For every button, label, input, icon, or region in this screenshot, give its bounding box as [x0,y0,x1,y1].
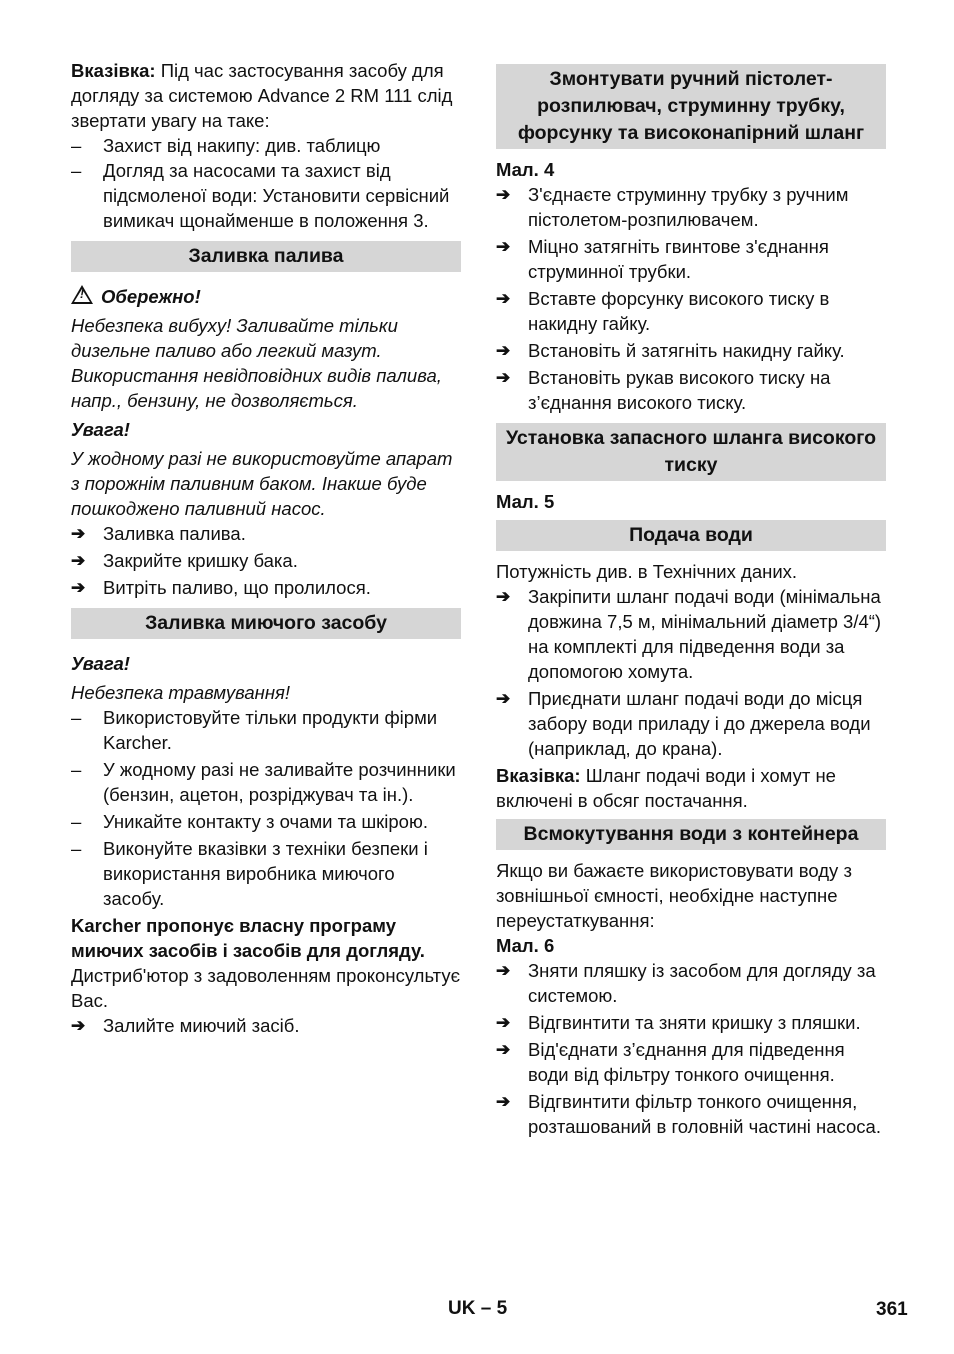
caution-label-line: !Обережно! [71,284,461,309]
left-column [71,58,461,1038]
note-paragraph [71,58,461,133]
right-column [496,64,886,1139]
step-item: ➔ Встановіть й затягніть накидну гайку. [496,340,845,361]
fuel-heading: Заливка палива [71,241,461,272]
step-item: ➔ Закрийте кришку бака. [71,550,298,571]
step-item: ➔ Закріпити шланг подачі води (мінімальна довжина 7,5 м, мінімальний діаметр 3/4“) на комплекті для підведення води за допомогою хомута. [496,586,882,682]
step-item: ➔ Від'єднати з’єднання для підведення води від фільтру тонкого очищення. [496,1039,845,1085]
step-item: ➔ Відгвинтити та зняти кришку з пляшки. [496,1012,861,1033]
section-marker: UK – 5 [448,1298,508,1319]
attention-label: Увага! [71,653,130,674]
warning-icon [71,285,93,304]
step-item: ➔ Приєднати шланг подачі води до місця забору води приладу і до джерела води (наприклад, до крана). [496,688,871,759]
power-text: Потужність див. в Технічних даних. [496,561,798,582]
step-item: ➔ Зняти пляшку із засобом для догляду за системою. [496,960,876,1006]
attention-label: Увага! [71,419,130,440]
step-item: ➔ Встановіть рукав високого тиску на з’єднання високого тиску. [496,367,831,413]
suction-intro: Якщо ви бажаєте використовувати воду з зовнішньої ємності, необхідне наступне переустаткування: [496,860,852,931]
attention-text: У жодному разі не використовуйте апарат з порожнім паливним баком. Інакше буде пошкоджено паливний насос. [71,448,453,519]
note2-paragraph: Вказівка: Шланг подачі води і хомут не включені в обсяг постачання. [496,765,836,811]
list-item: – Виконуйте вказівки з техніки безпеки і використання виробника миючого засобу. [71,838,428,909]
suction-heading: Всмокутування води з контейнера [496,819,886,850]
step-item: ➔ Вставте форсунку високого тиску в накидну гайку. [496,288,830,334]
figure-ref-6: Мал. 6 [496,935,555,956]
karcher-offer: Karcher пропонує власну програму миючих засобів і засобів для догляду. [71,915,425,961]
detergent-heading: Заливка миючого засобу [71,608,461,639]
note-text: Під час застосування засобу для догляду за системою Advance 2 RM 111 слід звертати увагу на таке: [71,60,453,131]
list-item: – Догляд за насосами та захист від підсмоленої води: Установити сервісний вимикач щонайменше в положення 3. [71,160,450,231]
list-item: – Уникайте контакту з очами та шкірою. [71,811,428,832]
distributor-text: Дистриб'ютор з задоволенням проконсультує Вас. [71,965,461,1011]
list-item: – Захист від накипу: див. таблицю [71,135,381,156]
step-item: ➔ Заливка палива. [71,523,246,544]
step-item: ➔ Відгвинтити фільтр тонкого очищення, розташований в головній частині насоса. [496,1091,881,1137]
figure-ref-5: Мал. 5 [496,491,555,512]
list-item: – У жодному разі не заливайте розчинники (бензин, ацетон, розріджувач та ін.). [71,759,456,805]
step-item: ➔ Залийте миючий засіб. [71,1015,300,1036]
figure-ref-4: Мал. 4 [496,159,555,180]
page-number: 361 [876,1299,908,1320]
spare-hose-heading: Установка запасного шланга високого тиску [496,423,886,481]
list-item: – Використовуйте тільки продукти фірми Karcher. [71,707,438,753]
mount-heading: Змонтувати ручний пістолет-розпилювач, струминну трубку, форсунку та високонапірний шланг [496,64,886,149]
water-heading: Подача води [496,520,886,551]
note-label: Вказівка: [71,60,156,81]
caution-text: Небезпека вибуху! Заливайте тільки дизельне паливо або легкий мазут. Використання невідповідних видів палива, напр., бензину, не дозволяється. [71,315,442,411]
attention-text: Небезпека травмування! [71,682,291,703]
step-item: ➔ Витріть паливо, що пролилося. [71,577,371,598]
step-item: ➔ З'єднаєте струминну трубку з ручним пістолетом-розпилювачем. [496,184,849,230]
step-item: ➔ Міцно затягніть гвинтове з'єднання струминної трубки. [496,236,829,282]
